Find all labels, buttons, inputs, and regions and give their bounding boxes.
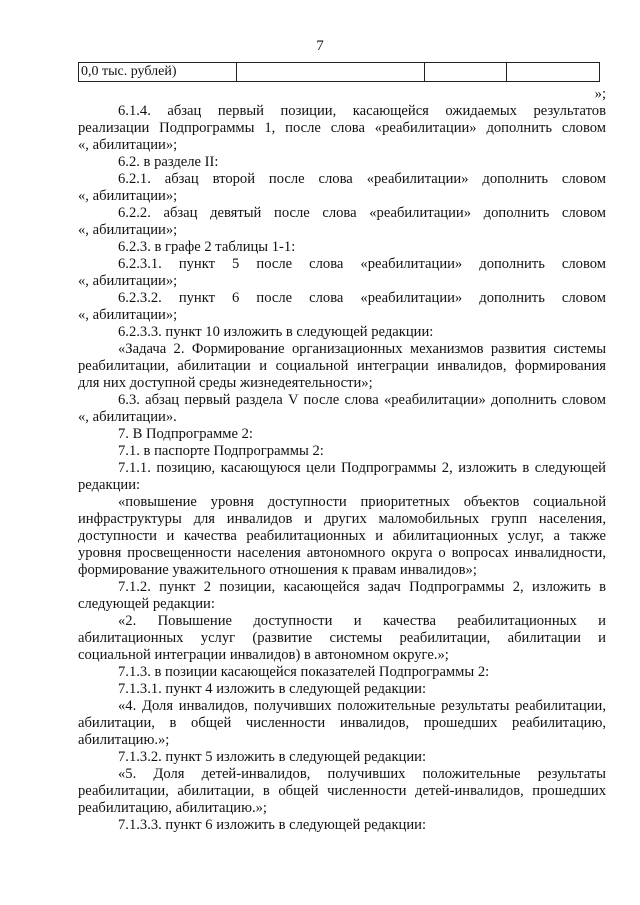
text-line: «, абилитации»; [78, 307, 178, 323]
text-line: «4. Доля инвалидов, получивших положительные результаты реабилитации, [118, 698, 606, 714]
text-line: 7. В Подпрограмме 2: [118, 426, 253, 442]
text-line: 6.2.3.1. пункт 5 после слова «реабилитации» дополнить словом [118, 256, 606, 272]
text-line: «, абилитации»; [78, 137, 178, 153]
text-line: «Задача 2. Формирование организационных механизмов развития системы [118, 341, 606, 357]
text-line: редакции: [78, 477, 141, 493]
text-line: реабилитации, абилитации и социальной интеграции инвалидов, формирования [78, 358, 606, 374]
text-line: реализации Подпрограммы 1, после слова «реабилитации» дополнить словом [78, 120, 606, 136]
table-cell-empty [507, 63, 599, 81]
text-line: доступности и качества реабилитационных и абилитационных услуг, а также [78, 528, 606, 544]
text-line: 6.2. в разделе II: [118, 154, 219, 170]
text-line: 7.1.1. позицию, касающуюся цели Подпрограммы 2, изложить в следующей [118, 460, 606, 476]
text-line: «, абилитации»; [78, 222, 178, 238]
text-line: 7.1.2. пункт 2 позиции, касающейся задач Подпрограммы 2, изложить в [118, 579, 606, 595]
text-line: 7.1.3.2. пункт 5 изложить в следующей редакции: [118, 749, 427, 765]
table-cell-empty [237, 63, 425, 81]
text-line: реабилитации, абилитации, в общей численности детей-инвалидов, прошедших [78, 783, 606, 799]
text-line: 7.1.3. в позиции касающейся показателей Подпрограммы 2: [118, 664, 490, 680]
text-line: 6.2.3.2. пункт 6 после слова «реабилитации» дополнить словом [118, 290, 606, 306]
text-line: «повышение уровня доступности приоритетных объектов социальной [118, 494, 606, 510]
table-cell-amount: 0,0 тыс. рублей) [79, 63, 237, 81]
text-line: абилитацию.»; [78, 732, 170, 748]
text-line: абилитационных услуг (развитие системы реабилитации, абилитации и [78, 630, 606, 646]
text-line: 7.1.3.1. пункт 4 изложить в следующей редакции: [118, 681, 427, 697]
text-line: 6.2.3. в графе 2 таблицы 1-1: [118, 239, 296, 255]
text-line: реабилитацию, абилитацию.»; [78, 800, 267, 816]
page-number: 7 [316, 38, 324, 54]
table-cell-empty [425, 63, 507, 81]
text-line: абилитации, в общей численности инвалидов, прошедших реабилитацию, [78, 715, 606, 731]
text-line: следующей редакции: [78, 596, 215, 612]
text-line: уровня просвещенности населения автономного округа о вопросах инвалидности, [78, 545, 606, 561]
text-line: для них доступной среды жизнедеятельности»; [78, 375, 373, 391]
text-line: «, абилитации»; [78, 273, 178, 289]
text-line: «2. Повышение доступности и качества реабилитационных и [118, 613, 606, 629]
text-line: 6.2.3.3. пункт 10 изложить в следующей редакции: [118, 324, 434, 340]
text-line: 7.1.3.3. пункт 6 изложить в следующей редакции: [118, 817, 427, 833]
text-line: »; [594, 86, 606, 102]
text-line: «, абилитации»; [78, 188, 178, 204]
document-body [78, 86, 606, 834]
text-line: 6.1.4. абзац первый позиции, касающейся ожидаемых результатов [118, 103, 606, 119]
text-line: 6.2.1. абзац второй после слова «реабилитации» дополнить словом [118, 171, 606, 187]
table-fragment [78, 62, 600, 82]
text-line: «5. Доля детей-инвалидов, получивших положительные результаты [118, 766, 606, 782]
text-line: 6.2.2. абзац девятый после слова «реабилитации» дополнить словом [118, 205, 606, 221]
text-line: формирование уважительного отношения к правам инвалидов»; [78, 562, 477, 578]
text-line: инфраструктуры для инвалидов и других маломобильных групп населения, [78, 511, 606, 527]
text-line: 6.3. абзац первый раздела V после слова «реабилитации» дополнить словом [118, 392, 606, 408]
text-line: социальной интеграции инвалидов) в автономном округе.»; [78, 647, 449, 663]
text-line: 7.1. в паспорте Подпрограммы 2: [118, 443, 324, 459]
text-line: «, абилитации». [78, 409, 177, 425]
